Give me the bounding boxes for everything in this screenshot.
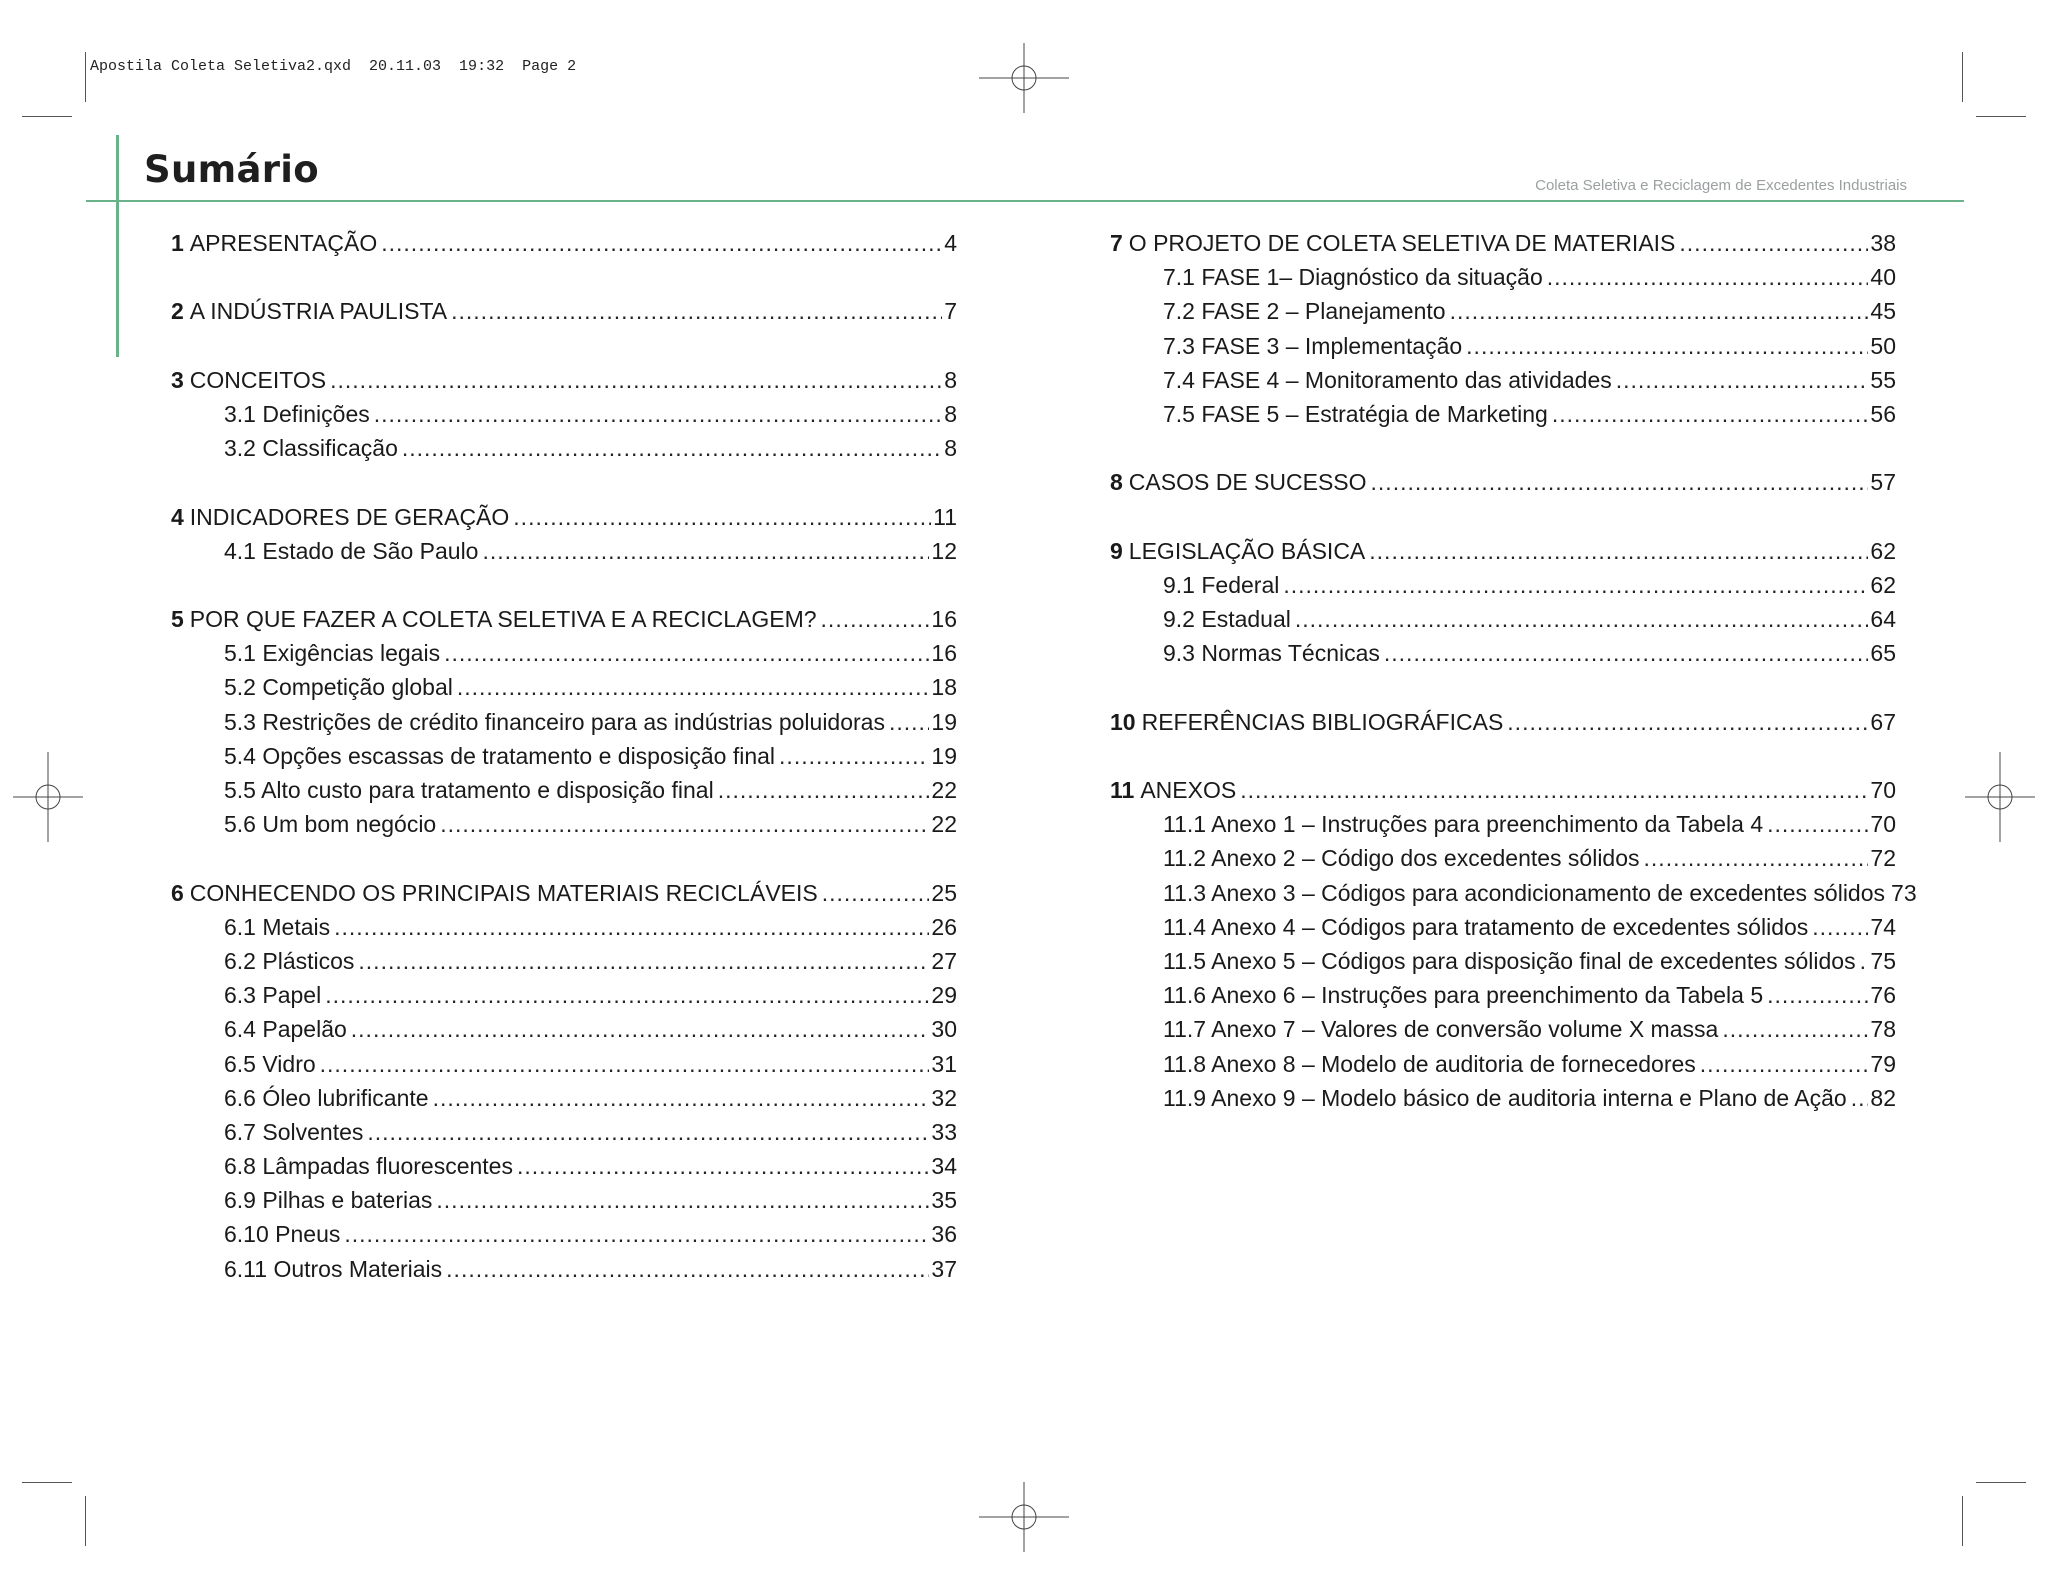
toc-subentry[interactable] [171, 1047, 957, 1081]
toc-entry-label: POR QUE FAZER A COLETA SELETIVA E A RECICLAGEM? [189, 606, 817, 633]
toc-entry-label: 6.6 Óleo lubrificante [224, 1084, 429, 1111]
dot-leader [779, 739, 929, 773]
toc-subentry[interactable] [1110, 910, 1896, 944]
toc-entry-label: 7.5 FASE 5 – Estratégia de Marketing [1163, 400, 1548, 427]
toc-entry-label: 6.1 Metais [224, 913, 331, 940]
toc-entry[interactable] [171, 876, 957, 910]
toc-entry-label: 7.4 FASE 4 – Monitoramento das atividades [1163, 366, 1612, 393]
toc-entry-label: 7.2 FASE 2 – Planejamento [1163, 298, 1446, 325]
dot-leader [1507, 705, 1868, 739]
dot-leader [1722, 1012, 1868, 1046]
toc-entry-number: 2 [171, 298, 184, 325]
toc-subentry[interactable] [1110, 602, 1896, 636]
toc-page-number: 32 [931, 1084, 957, 1111]
toc-entry-label: 6.10 Pneus [224, 1221, 341, 1248]
registration-mark-left [3, 752, 93, 842]
dot-leader [1240, 773, 1868, 807]
toc-page-number: 22 [931, 811, 957, 838]
dot-leader [821, 602, 930, 636]
toc-subentry[interactable] [171, 431, 957, 465]
toc-entry[interactable] [1110, 705, 1896, 739]
toc-subentry[interactable] [1110, 397, 1896, 431]
toc-subentry[interactable] [171, 1217, 957, 1251]
toc-page-number: 35 [931, 1187, 957, 1214]
dot-leader [482, 534, 929, 568]
dot-leader [444, 636, 929, 670]
dot-leader [1644, 841, 1869, 875]
toc-entry-number: 9 [1110, 537, 1123, 564]
header-rule [86, 200, 1964, 202]
toc-entry-label: REFERÊNCIAS BIBLIOGRÁFICAS [1141, 708, 1504, 735]
toc-page-number: 8 [944, 400, 957, 427]
registration-mark-top [979, 33, 1069, 123]
toc-page-number: 30 [931, 1016, 957, 1043]
toc-entry[interactable] [171, 363, 957, 397]
toc-entry-label: 5.6 Um bom negócio [224, 811, 437, 838]
toc-entry-label: 6.8 Lâmpadas fluorescentes [224, 1153, 513, 1180]
dot-leader [433, 1081, 930, 1115]
toc-entry-label: 7.3 FASE 3 – Implementação [1163, 332, 1463, 359]
dot-leader [822, 876, 930, 910]
toc-subentry[interactable] [1110, 944, 1896, 978]
toc-page-number: 76 [1870, 982, 1896, 1009]
toc-page-number: 57 [1870, 469, 1896, 496]
toc-entry-label: CONHECENDO OS PRINCIPAIS MATERIAIS RECICLÁVEIS [189, 879, 818, 906]
dot-leader [1767, 978, 1868, 1012]
dot-leader [334, 910, 929, 944]
toc-entry-label: 11.5 Anexo 5 – Códigos para disposição final de excedentes sólidos [1163, 947, 1856, 974]
dot-leader [320, 1047, 930, 1081]
dot-leader [513, 500, 931, 534]
crop-mark [85, 52, 86, 102]
toc-page-number: 82 [1870, 1084, 1896, 1111]
toc-page-number: 75 [1870, 947, 1896, 974]
toc-entry[interactable] [1110, 465, 1896, 499]
toc-entry-label: 11.1 Anexo 1 – Instruções para preenchimento da Tabela 4 [1163, 811, 1764, 838]
toc-page-number: 31 [931, 1050, 957, 1077]
toc-entry-label: INDICADORES DE GERAÇÃO [189, 503, 510, 530]
toc-page-number: 38 [1870, 230, 1896, 256]
toc-entry-label: 5.5 Alto custo para tratamento e disposição final [224, 777, 714, 803]
toc-subentry[interactable] [171, 739, 957, 773]
toc-page-number: 29 [931, 982, 957, 1009]
toc-entry-label: 5.3 Restrições de crédito financeiro para as indústrias poluidoras [224, 708, 885, 735]
toc-entry-label: CASOS DE SUCESSO [1128, 469, 1367, 496]
toc-page-number: 22 [931, 777, 957, 803]
toc-page-number: 34 [931, 1153, 957, 1180]
print-slug: Apostila Coleta Seletiva2.qxd 20.11.03 19:32 Page 2 [90, 58, 577, 75]
toc-subentry[interactable] [1110, 1047, 1896, 1081]
toc-page-number: 70 [1870, 811, 1896, 838]
dot-leader [1851, 1081, 1869, 1115]
toc-subentry[interactable] [1110, 260, 1896, 294]
dot-leader [517, 1149, 929, 1183]
dot-leader [1767, 807, 1868, 841]
toc-entry-number: 11 [1110, 777, 1135, 803]
dot-leader [457, 670, 930, 704]
dot-leader [351, 1012, 930, 1046]
toc-page-number: 4 [944, 230, 957, 256]
toc-entry[interactable] [171, 294, 957, 328]
toc-entry-label: 11.2 Anexo 2 – Código dos excedentes sólidos [1163, 845, 1640, 872]
toc-page-number: 37 [931, 1255, 957, 1282]
toc-page-number: 65 [1870, 640, 1896, 667]
toc-entry-label: O PROJETO DE COLETA SELETIVA DE MATERIAIS [1128, 230, 1676, 256]
toc-page-number: 72 [1870, 845, 1896, 872]
dot-leader [1369, 534, 1868, 568]
crop-mark [1976, 1482, 2026, 1483]
dot-leader [1371, 465, 1869, 499]
toc-entry-label: 11.6 Anexo 6 – Instruções para preenchimento da Tabela 5 [1163, 982, 1764, 1009]
dot-leader [1384, 636, 1869, 670]
toc-entry-label: 4.1 Estado de São Paulo [224, 537, 479, 564]
toc-page-number: 62 [1870, 537, 1896, 564]
toc-entry-label: 11.4 Anexo 4 – Códigos para tratamento de excedentes sólidos [1163, 913, 1809, 940]
dot-leader [436, 1183, 929, 1217]
toc-entry-label: 5.2 Competição global [224, 674, 453, 701]
toc-entry-label: 6.4 Papelão [224, 1016, 347, 1043]
toc-entry-label: 6.11 Outros Materiais [224, 1255, 443, 1282]
toc-subentry[interactable] [171, 807, 957, 841]
page-title: Sumário [144, 148, 319, 191]
dot-leader [325, 978, 929, 1012]
toc-entry[interactable] [1110, 773, 1896, 807]
toc-entry-number: 4 [171, 503, 184, 530]
toc-column-right [1110, 226, 1917, 1115]
margin-rule [116, 135, 119, 357]
toc-page-number: 78 [1870, 1016, 1896, 1043]
toc-subentry[interactable] [171, 534, 957, 568]
crop-mark [85, 1496, 86, 1546]
toc-entry-label: 6.2 Plásticos [224, 947, 355, 974]
toc-entry-label: 11.8 Anexo 8 – Modelo de auditoria de fornecedores [1163, 1050, 1696, 1077]
dot-leader [446, 1252, 929, 1286]
toc-column-left [171, 226, 957, 1286]
toc-entry-label: 9.1 Federal [1163, 571, 1280, 598]
toc-entry-number: 3 [171, 366, 184, 393]
dot-leader [889, 705, 929, 739]
toc-page-number: 79 [1870, 1050, 1896, 1077]
toc-entry-label: 11.9 Anexo 9 – Modelo básico de auditoria interna e Plano de Ação [1163, 1084, 1847, 1111]
toc-entry-number: 1 [171, 230, 184, 256]
toc-page-number: 25 [931, 879, 957, 906]
crop-mark [1962, 52, 1963, 102]
toc-page-number: 27 [931, 947, 957, 974]
toc-subentry[interactable] [171, 1183, 957, 1217]
toc-entry-label: A INDÚSTRIA PAULISTA [189, 298, 448, 325]
toc-subentry[interactable] [171, 397, 957, 431]
toc-entry-label: 7.1 FASE 1– Diagnóstico da situação [1163, 264, 1543, 291]
toc-page-number: 50 [1870, 332, 1896, 359]
toc-subentry[interactable] [1110, 1012, 1896, 1046]
toc-page-number: 73 [1891, 879, 1917, 906]
dot-leader [440, 807, 929, 841]
toc-subentry[interactable] [171, 1012, 957, 1046]
dot-leader [1700, 1047, 1869, 1081]
toc-entry-number: 6 [171, 879, 184, 906]
toc-subentry[interactable] [171, 1115, 957, 1149]
dot-leader [374, 397, 942, 431]
toc-entry-label: 5.4 Opções escassas de tratamento e disposição final [224, 742, 776, 769]
toc-subentry[interactable] [1110, 568, 1896, 602]
toc-entry-label: 6.9 Pilhas e baterias [224, 1187, 433, 1214]
toc-subentry[interactable] [1110, 329, 1896, 363]
toc-page-number: 16 [931, 640, 957, 667]
dot-leader [1283, 568, 1868, 602]
toc-subentry[interactable] [1110, 294, 1896, 328]
toc-entry-number: 5 [171, 606, 184, 633]
toc-page-number: 19 [931, 708, 957, 735]
toc-page-number: 64 [1870, 606, 1896, 633]
dot-leader [1679, 226, 1868, 260]
toc-page-number: 67 [1870, 708, 1896, 735]
dot-leader [1450, 294, 1869, 328]
toc-entry-label: 11.7 Anexo 7 – Valores de conversão volume X massa [1163, 1016, 1719, 1043]
dot-leader [402, 431, 942, 465]
toc-subentry[interactable] [1110, 876, 1917, 910]
registration-mark-bottom [979, 1472, 1069, 1562]
dot-leader [381, 226, 942, 260]
toc-subentry[interactable] [1110, 636, 1896, 670]
dot-leader [718, 773, 930, 807]
toc-entry-number: 10 [1110, 708, 1136, 735]
toc-page-number: 8 [944, 435, 957, 462]
toc-entry-label: 6.5 Vidro [224, 1050, 316, 1077]
toc-subentry[interactable] [171, 1149, 957, 1183]
running-head: Coleta Seletiva e Reciclagem de Excedentes Industriais [1535, 177, 1907, 194]
toc-entry-label: 6.7 Solventes [224, 1118, 364, 1145]
crop-mark [22, 1482, 72, 1483]
toc-entry-label: CONCEITOS [189, 366, 327, 393]
toc-subentry[interactable] [1110, 807, 1896, 841]
toc-subentry[interactable] [171, 773, 957, 807]
toc-page-number: 45 [1870, 298, 1896, 325]
crop-mark [1962, 1496, 1963, 1546]
toc-page-number: 26 [931, 913, 957, 940]
dot-leader [1547, 260, 1869, 294]
toc-subentry[interactable] [1110, 363, 1896, 397]
toc-page-number: 56 [1870, 400, 1896, 427]
toc-subentry[interactable] [171, 636, 957, 670]
crop-mark [1976, 116, 2026, 117]
dot-leader [1812, 910, 1868, 944]
toc-entry-label: 11.3 Anexo 3 – Códigos para acondicionamento de excedentes sólidos [1163, 879, 1886, 906]
toc-subentry[interactable] [171, 910, 957, 944]
toc-subentry[interactable] [171, 705, 957, 739]
toc-entry[interactable] [171, 500, 957, 534]
dot-leader [344, 1217, 929, 1251]
toc-page-number: 70 [1870, 777, 1896, 803]
toc-page-number: 19 [931, 742, 957, 769]
toc-entry-label: 6.3 Papel [224, 982, 322, 1009]
toc-page-number: 18 [931, 674, 957, 701]
toc-entry-label: 5.1 Exigências legais [224, 640, 441, 667]
toc-entry-label: LEGISLAÇÃO BÁSICA [1128, 537, 1366, 564]
toc-entry[interactable] [1110, 226, 1896, 260]
toc-page-number: 8 [944, 366, 957, 393]
dot-leader [358, 944, 929, 978]
toc-subentry[interactable] [171, 1081, 957, 1115]
toc-subentry[interactable] [1110, 841, 1896, 875]
toc-subentry[interactable] [1110, 1081, 1896, 1115]
dot-leader [367, 1115, 929, 1149]
toc-subentry[interactable] [1110, 978, 1896, 1012]
toc-entry-number: 7 [1110, 230, 1123, 256]
dot-leader [1552, 397, 1869, 431]
toc-entry-label: 9.2 Estadual [1163, 606, 1291, 633]
toc-entry-label: APRESENTAÇÃO [189, 230, 378, 256]
toc-page-number: 12 [931, 537, 957, 564]
toc-page-number: 62 [1870, 571, 1896, 598]
registration-mark-right [1955, 752, 2045, 842]
toc-page-number: 36 [931, 1221, 957, 1248]
toc-page-number: 55 [1870, 366, 1896, 393]
toc-page-number: 7 [944, 298, 957, 325]
crop-mark [22, 116, 72, 117]
dot-leader [330, 363, 942, 397]
dot-leader [451, 294, 942, 328]
toc-entry[interactable] [171, 226, 957, 260]
toc-entry[interactable] [171, 602, 957, 636]
toc-entry[interactable] [1110, 534, 1896, 568]
toc-entry-label: 3.2 Classificação [224, 435, 398, 462]
dot-leader [1466, 329, 1868, 363]
toc-page-number: 11 [933, 503, 957, 530]
toc-entry-number: 8 [1110, 469, 1123, 496]
toc-subentry[interactable] [171, 1252, 957, 1286]
toc-page-number: 16 [931, 606, 957, 633]
dot-leader [1616, 363, 1869, 397]
dot-leader [1860, 944, 1869, 978]
toc-page-number: 40 [1870, 264, 1896, 291]
toc-subentry[interactable] [171, 944, 957, 978]
toc-subentry[interactable] [171, 670, 957, 704]
toc-entry-label: 9.3 Normas Técnicas [1163, 640, 1380, 667]
toc-entry-label: ANEXOS [1140, 777, 1237, 803]
toc-page-number: 74 [1870, 913, 1896, 940]
dot-leader [1295, 602, 1869, 636]
toc-page-number: 33 [931, 1118, 957, 1145]
toc-subentry[interactable] [171, 978, 957, 1012]
toc-entry-label: 3.1 Definições [224, 400, 370, 427]
